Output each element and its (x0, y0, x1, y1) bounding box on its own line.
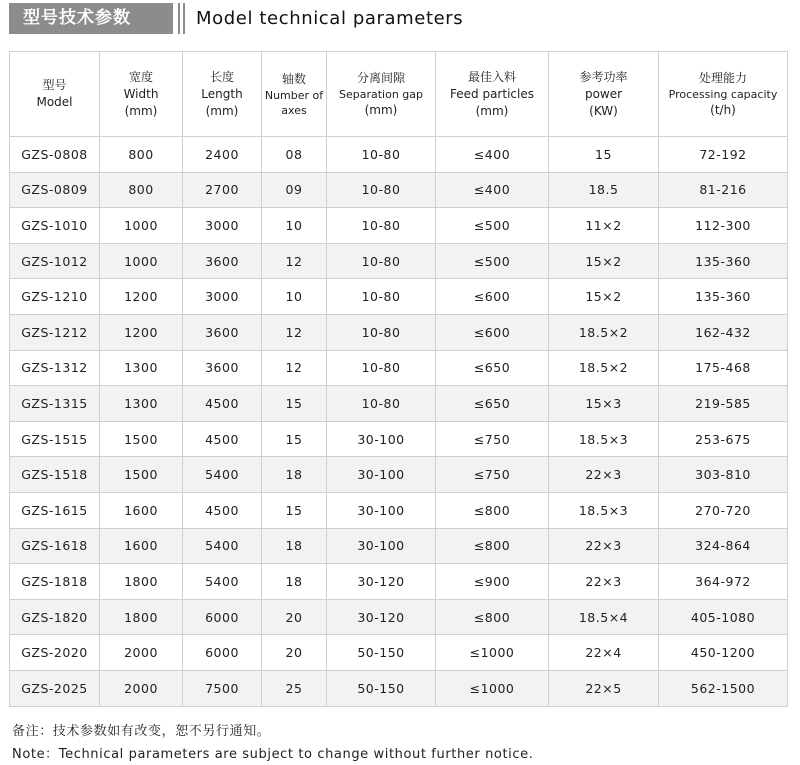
cell-separation-gap: 10-80 (327, 172, 436, 208)
cell-length: 6000 (183, 599, 262, 635)
cell-capacity: 405-1080 (659, 599, 788, 635)
cell-width: 1200 (100, 314, 183, 350)
cell-width: 1300 (100, 386, 183, 422)
cell-axes: 15 (262, 386, 327, 422)
cell-axes: 15 (262, 421, 327, 457)
cell-width: 1500 (100, 421, 183, 457)
table-body (10, 137, 788, 707)
cell-axes: 20 (262, 635, 327, 671)
cell-separation-gap: 30-120 (327, 564, 436, 600)
table-row (10, 421, 788, 457)
cell-length: 3000 (183, 208, 262, 244)
header-separation-gap: 分离间隙 Separation gap (mm) (327, 52, 436, 137)
cell-power: 22×5 (549, 670, 659, 706)
cell-width: 1600 (100, 528, 183, 564)
cell-length: 7500 (183, 670, 262, 706)
cell-axes: 10 (262, 208, 327, 244)
table-row (10, 279, 788, 315)
table-row (10, 314, 788, 350)
cell-power: 18.5×4 (549, 599, 659, 635)
cell-power: 18.5×2 (549, 314, 659, 350)
header-model: 型号 Model (10, 52, 100, 137)
cell-width: 800 (100, 172, 183, 208)
cell-capacity: 81-216 (659, 172, 788, 208)
cell-model: GZS-1515 (10, 421, 100, 457)
cell-power: 22×3 (549, 528, 659, 564)
cell-width: 1200 (100, 279, 183, 315)
cell-power: 15 (549, 137, 659, 173)
cell-separation-gap: 50-150 (327, 670, 436, 706)
cell-separation-gap: 10-80 (327, 350, 436, 386)
cell-axes: 09 (262, 172, 327, 208)
cell-width: 1000 (100, 208, 183, 244)
cell-model: GZS-1820 (10, 599, 100, 635)
cell-separation-gap: 30-100 (327, 421, 436, 457)
cell-axes: 08 (262, 137, 327, 173)
header-power: 参考功率 power (KW) (549, 52, 659, 137)
header-feed-particles: 最佳入料 Feed particles (mm) (436, 52, 549, 137)
cell-separation-gap: 10-80 (327, 137, 436, 173)
cell-length: 2400 (183, 137, 262, 173)
cell-model: GZS-0809 (10, 172, 100, 208)
cell-capacity: 162-432 (659, 314, 788, 350)
cell-model: GZS-0808 (10, 137, 100, 173)
table-row (10, 172, 788, 208)
cell-separation-gap: 50-150 (327, 635, 436, 671)
cell-axes: 12 (262, 350, 327, 386)
cell-model: GZS-1618 (10, 528, 100, 564)
cell-power: 22×3 (549, 564, 659, 600)
cell-length: 3000 (183, 279, 262, 315)
title-divider (178, 3, 180, 34)
table-row (10, 350, 788, 386)
note-chinese: 备注：技术参数如有改变，恕不另行通知。 (12, 724, 271, 739)
parameters-table (9, 51, 788, 707)
cell-axes: 18 (262, 528, 327, 564)
cell-length: 2700 (183, 172, 262, 208)
cell-separation-gap: 10-80 (327, 243, 436, 279)
cell-capacity: 135-360 (659, 279, 788, 315)
cell-separation-gap: 10-80 (327, 208, 436, 244)
cell-power: 15×2 (549, 279, 659, 315)
cell-feed-particles: ≤800 (436, 599, 549, 635)
cell-feed-particles: ≤600 (436, 279, 549, 315)
cell-width: 1800 (100, 599, 183, 635)
cell-axes: 20 (262, 599, 327, 635)
cell-feed-particles: ≤500 (436, 243, 549, 279)
cell-capacity: 450-1200 (659, 635, 788, 671)
cell-capacity: 324-864 (659, 528, 788, 564)
cell-power: 15×2 (549, 243, 659, 279)
header-axes: 轴数 Number of axes (262, 52, 327, 137)
title-chinese: 型号技术参数 (9, 3, 173, 34)
cell-model: GZS-2020 (10, 635, 100, 671)
cell-feed-particles: ≤600 (436, 314, 549, 350)
cell-model: GZS-1615 (10, 492, 100, 528)
cell-length: 5400 (183, 528, 262, 564)
header-width: 宽度 Width (mm) (100, 52, 183, 137)
cell-model: GZS-1010 (10, 208, 100, 244)
cell-feed-particles: ≤400 (436, 137, 549, 173)
cell-feed-particles: ≤800 (436, 492, 549, 528)
cell-capacity: 253-675 (659, 421, 788, 457)
cell-axes: 12 (262, 314, 327, 350)
table-row (10, 208, 788, 244)
page-header (0, 0, 800, 38)
cell-length: 5400 (183, 457, 262, 493)
cell-capacity: 303-810 (659, 457, 788, 493)
cell-length: 3600 (183, 243, 262, 279)
cell-width: 1000 (100, 243, 183, 279)
cell-power: 15×3 (549, 386, 659, 422)
cell-model: GZS-1210 (10, 279, 100, 315)
cell-feed-particles: ≤1000 (436, 670, 549, 706)
cell-power: 18.5×3 (549, 421, 659, 457)
cell-axes: 12 (262, 243, 327, 279)
table-row (10, 635, 788, 671)
cell-power: 18.5×3 (549, 492, 659, 528)
cell-length: 4500 (183, 386, 262, 422)
cell-separation-gap: 30-100 (327, 457, 436, 493)
cell-separation-gap: 30-100 (327, 492, 436, 528)
cell-width: 1800 (100, 564, 183, 600)
cell-model: GZS-1818 (10, 564, 100, 600)
cell-model: GZS-1012 (10, 243, 100, 279)
note-english: Note：Technical parameters are subject to change without further notice. (12, 747, 534, 762)
cell-length: 3600 (183, 350, 262, 386)
cell-width: 800 (100, 137, 183, 173)
cell-capacity: 135-360 (659, 243, 788, 279)
cell-feed-particles: ≤750 (436, 421, 549, 457)
cell-width: 1600 (100, 492, 183, 528)
cell-feed-particles: ≤400 (436, 172, 549, 208)
cell-capacity: 112-300 (659, 208, 788, 244)
cell-model: GZS-1315 (10, 386, 100, 422)
cell-model: GZS-1312 (10, 350, 100, 386)
cell-model: GZS-2025 (10, 670, 100, 706)
cell-model: GZS-1212 (10, 314, 100, 350)
cell-separation-gap: 10-80 (327, 386, 436, 422)
cell-separation-gap: 30-100 (327, 528, 436, 564)
cell-length: 6000 (183, 635, 262, 671)
cell-width: 1300 (100, 350, 183, 386)
table-row (10, 243, 788, 279)
table-row (10, 670, 788, 706)
cell-power: 22×4 (549, 635, 659, 671)
table-row (10, 599, 788, 635)
cell-capacity: 72-192 (659, 137, 788, 173)
header-length: 长度 Length (mm) (183, 52, 262, 137)
table-header-row (10, 52, 788, 137)
cell-axes: 15 (262, 492, 327, 528)
cell-power: 22×3 (549, 457, 659, 493)
cell-feed-particles: ≤800 (436, 528, 549, 564)
cell-length: 3600 (183, 314, 262, 350)
cell-feed-particles: ≤650 (436, 350, 549, 386)
cell-power: 18.5 (549, 172, 659, 208)
cell-length: 4500 (183, 492, 262, 528)
header-capacity: 处理能力 Processing capacity (t/h) (659, 52, 788, 137)
table-row (10, 492, 788, 528)
cell-axes: 18 (262, 564, 327, 600)
cell-axes: 10 (262, 279, 327, 315)
cell-axes: 18 (262, 457, 327, 493)
cell-capacity: 175-468 (659, 350, 788, 386)
cell-feed-particles: ≤650 (436, 386, 549, 422)
table-row (10, 564, 788, 600)
cell-length: 5400 (183, 564, 262, 600)
cell-capacity: 364-972 (659, 564, 788, 600)
cell-separation-gap: 30-120 (327, 599, 436, 635)
table-row (10, 457, 788, 493)
cell-feed-particles: ≤1000 (436, 635, 549, 671)
title-divider (183, 3, 185, 34)
cell-capacity: 270-720 (659, 492, 788, 528)
cell-capacity: 562-1500 (659, 670, 788, 706)
cell-capacity: 219-585 (659, 386, 788, 422)
table-row (10, 528, 788, 564)
cell-axes: 25 (262, 670, 327, 706)
cell-width: 2000 (100, 635, 183, 671)
cell-power: 11×2 (549, 208, 659, 244)
cell-separation-gap: 10-80 (327, 279, 436, 315)
cell-separation-gap: 10-80 (327, 314, 436, 350)
cell-model: GZS-1518 (10, 457, 100, 493)
title-english: Model technical parameters (196, 8, 464, 29)
cell-feed-particles: ≤900 (436, 564, 549, 600)
table-row (10, 386, 788, 422)
cell-feed-particles: ≤750 (436, 457, 549, 493)
cell-feed-particles: ≤500 (436, 208, 549, 244)
cell-width: 1500 (100, 457, 183, 493)
table-row (10, 137, 788, 173)
cell-length: 4500 (183, 421, 262, 457)
cell-width: 2000 (100, 670, 183, 706)
cell-power: 18.5×2 (549, 350, 659, 386)
